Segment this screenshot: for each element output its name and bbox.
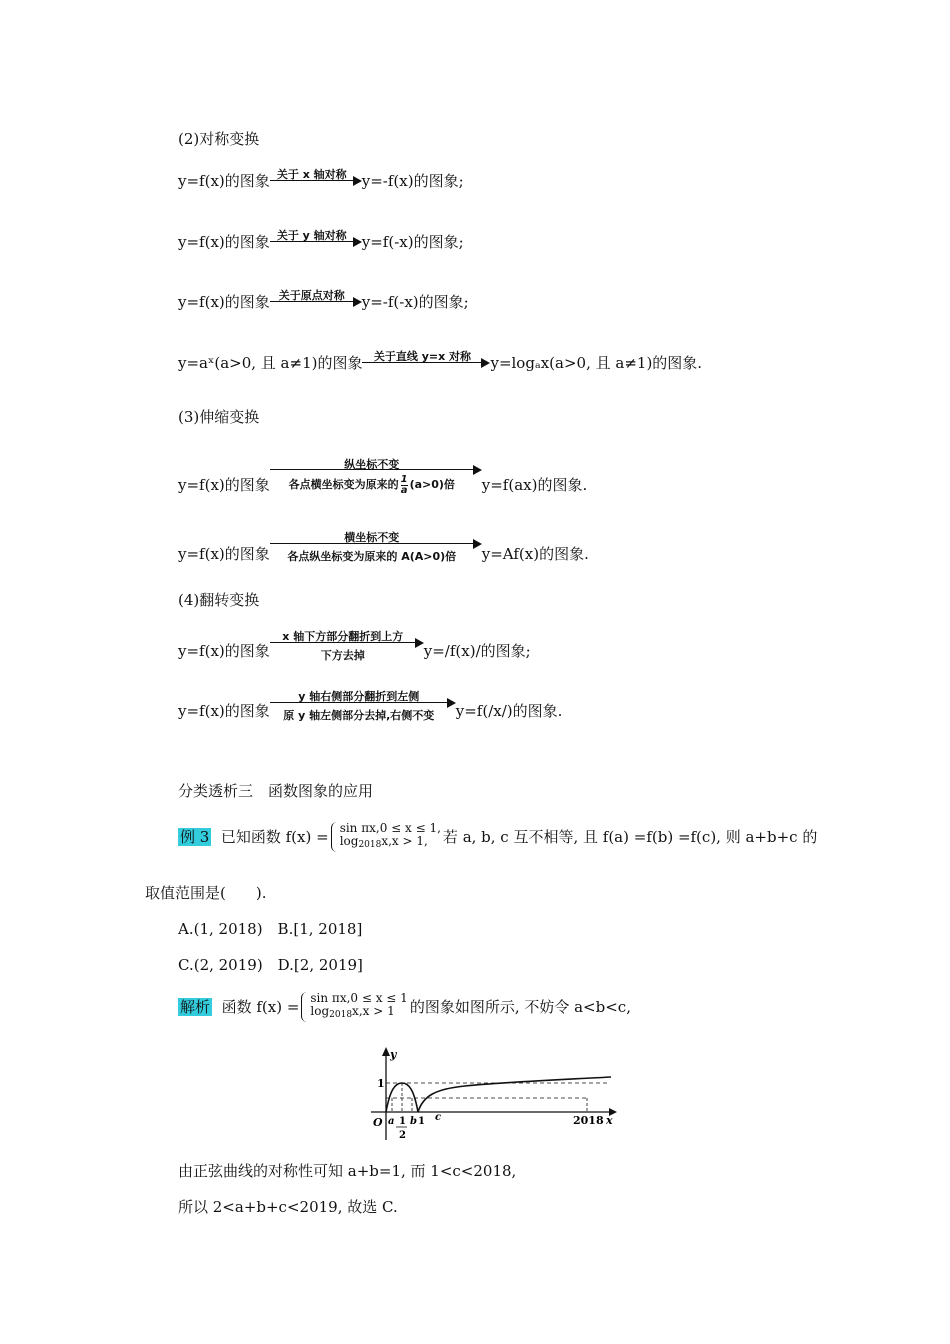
case-2-base: 2018 <box>358 840 382 850</box>
example-statement <box>178 820 817 852</box>
row-left: y=f(x)的图象 <box>178 702 270 720</box>
row-right: y=f(-x)的图象; <box>361 233 464 251</box>
options-ab: A.(1, 2018) B.[1, 2018] <box>178 920 363 938</box>
row-left: y=f(x)的图象 <box>178 233 270 251</box>
row-right: y=/f(x)/的图象; <box>423 642 531 660</box>
row-left: y=aˣ(a>0, 且 a≠1)的图象 <box>178 354 363 372</box>
fraction <box>401 475 408 496</box>
solution-pre: 函数 f(x) = <box>221 998 300 1016</box>
arrow-bottom-pre: 各点横坐标变为原来的 <box>288 478 399 491</box>
y-axis-label: y <box>390 1048 397 1061</box>
row-left: y=f(x)的图象 <box>178 172 270 190</box>
transform-row <box>178 350 702 374</box>
solution-statement <box>178 990 631 1022</box>
example-tag: 例 3 <box>180 828 210 846</box>
fraction-denominator: a <box>400 484 408 496</box>
row-right: y=-f(-x)的图象; <box>361 293 469 311</box>
solution-line-2: 由正弦曲线的对称性可知 a+b=1, 而 1<c<2018, <box>178 1162 517 1180</box>
row-right: y=logₐx(a>0, 且 a≠1)的图象. <box>490 354 703 372</box>
arrow-label: 关于 y 轴对称 <box>276 229 347 242</box>
transform-row <box>178 168 464 192</box>
b-label: b <box>410 1116 417 1127</box>
piecewise-brace <box>331 822 441 852</box>
solution-tag: 解析 <box>180 998 211 1016</box>
solution-post: 的图象如图所示, 不妨令 a<b<c, <box>409 998 631 1016</box>
row-right: y=-f(x)的图象; <box>361 172 464 190</box>
transform-arrow <box>270 531 482 566</box>
log-curve <box>418 1077 611 1112</box>
transform-row <box>178 458 588 496</box>
transform-arrow <box>270 630 424 663</box>
row-left: y=f(x)的图象 <box>178 293 270 311</box>
row-left: y=f(x)的图象 <box>178 642 270 660</box>
transform-arrow <box>270 690 456 723</box>
half-numerator: 1 <box>399 1116 406 1127</box>
row-right: y=Af(x)的图象. <box>481 545 589 563</box>
arrow-top-label: y 轴右侧部分翻折到左侧 <box>298 690 420 703</box>
transform-row <box>178 531 589 565</box>
transform-row <box>178 630 531 662</box>
half-denominator: 2 <box>399 1130 406 1141</box>
transform-arrow <box>270 230 362 254</box>
transform-row <box>178 289 469 313</box>
transform-row <box>178 690 563 722</box>
section2-heading: (2)对称变换 <box>178 130 260 148</box>
transform-arrow <box>270 458 482 497</box>
case-2 <box>310 1005 407 1022</box>
arrow-label: 关于直线 y=x 对称 <box>373 350 472 363</box>
arrow-bottom-label: 各点纵坐标变为原来的 A(A>0)倍 <box>287 550 457 563</box>
x-tick-2018: 2018 <box>573 1114 604 1127</box>
case-1: sin πx,0 ≤ x ≤ 1 <box>310 991 408 1005</box>
section4-heading: (4)翻转变换 <box>178 591 260 609</box>
function-graph <box>365 1044 625 1144</box>
y-tick-1: 1 <box>377 1077 385 1090</box>
part-title: 分类透析三 函数图象的应用 <box>178 782 374 800</box>
x-tick-1: 1 <box>418 1116 425 1127</box>
arrow-label: 关于 x 轴对称 <box>276 168 347 181</box>
sine-curve <box>386 1083 418 1112</box>
arrow-top-label: 纵坐标不变 <box>344 458 400 471</box>
arrow-bottom-label: 原 y 轴左侧部分去掉,右侧不变 <box>283 709 435 722</box>
transform-row <box>178 229 464 253</box>
transform-arrow <box>270 290 362 314</box>
c-label: c <box>435 1112 442 1123</box>
a-label: a <box>388 1116 395 1127</box>
case-2-base: 2018 <box>329 1010 353 1020</box>
arrow-bottom-label <box>270 473 474 497</box>
arrow-top-label: 横坐标不变 <box>344 531 400 544</box>
example-post: 若 a, b, c 互不相等, 且 f(a) =f(b) =f(c), 则 a+b+c 的 <box>442 828 818 846</box>
piecewise-brace <box>301 992 407 1022</box>
arrow-bottom-label: 下方去掉 <box>320 649 365 662</box>
arrow-bottom-post: (a>0)倍 <box>409 478 455 491</box>
y-axis-arrow <box>382 1047 390 1056</box>
case-1: sin πx,0 ≤ x ≤ 1, <box>339 821 441 835</box>
transform-arrow <box>362 351 490 375</box>
case-2 <box>340 835 441 852</box>
x-axis-label: x <box>606 1114 613 1127</box>
fraction-numerator: 1 <box>400 473 408 485</box>
case-2-rest: x,x > 1, <box>381 834 428 848</box>
arrow-label: 关于原点对称 <box>278 289 345 302</box>
row-left: y=f(x)的图象 <box>178 545 270 563</box>
transform-arrow <box>270 169 362 193</box>
arrow-top-label: x 轴下方部分翻折到上方 <box>282 630 404 643</box>
row-right: y=f(/x/)的图象. <box>455 702 563 720</box>
origin-label: O <box>373 1116 383 1129</box>
case-2-log: log <box>310 1004 330 1018</box>
example-continuation: 取值范围是( ). <box>145 884 267 902</box>
row-right: y=f(ax)的图象. <box>481 476 588 494</box>
options-cd: C.(2, 2019) D.[2, 2019] <box>178 956 363 974</box>
case-2-rest: x,x > 1 <box>352 1004 395 1018</box>
solution-line-3: 所以 2<a+b+c<2019, 故选 C. <box>178 1198 398 1216</box>
row-left: y=f(x)的图象 <box>178 476 270 494</box>
example-pre: 已知函数 f(x) = <box>220 828 329 846</box>
case-2-log: log <box>339 834 359 848</box>
section3-heading: (3)伸缩变换 <box>178 408 260 426</box>
